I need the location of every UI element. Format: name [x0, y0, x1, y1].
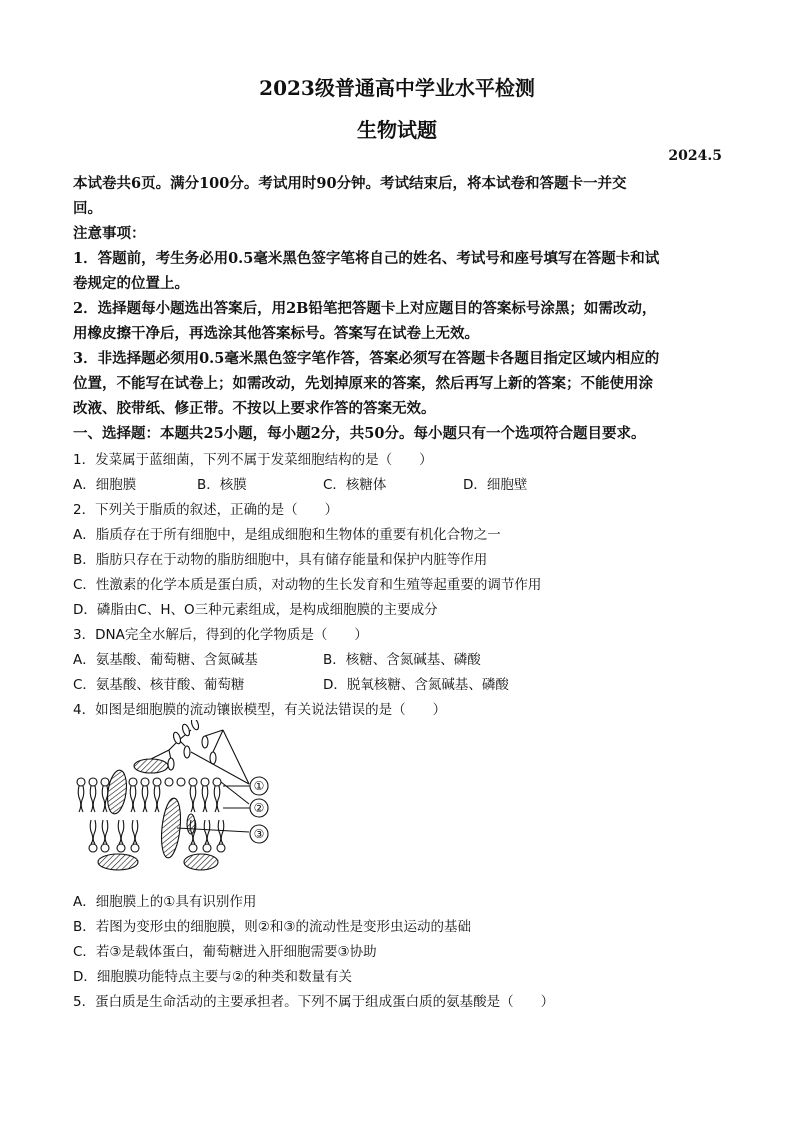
- note-1-line-1: 1．答题前，考生务必用0.5毫米黑色签字笔将自己的姓名、考试号和座号填写在答题卡和试: [73, 250, 660, 267]
- intro-line-1: 本试卷共6页。满分100分。考试用时90分钟。考试结束后，将本试卷和答题卡一并交: [73, 175, 627, 192]
- question-4-option-a: A．细胞膜上的①具有识别作用: [73, 894, 257, 910]
- question-1-option-c: C．核糖体: [323, 477, 387, 493]
- question-4-option-c: C．若③是载体蛋白，葡萄糖进入肝细胞需要③协助: [73, 944, 377, 960]
- question-3-option-c: C．氨基酸、核苷酸、葡萄糖: [73, 677, 245, 693]
- figure-label-3: ③: [253, 827, 265, 841]
- note-3-line-2: 位置，不能写在试卷上；如需改动，先划掉原来的答案，然后再写上新的答案；不能使用涂: [73, 375, 653, 392]
- question-3-option-b: B．核糖、含氮碱基、磷酸: [323, 652, 481, 668]
- question-1-option-d: D．细胞壁: [463, 477, 528, 493]
- question-5-stem: 5．蛋白质是生命活动的主要承担者。下列不属于组成蛋白质的氨基酸是（ ）: [73, 994, 555, 1010]
- note-3-line-3: 改液、胶带纸、修正带。不按以上要求作答的答案无效。: [73, 400, 436, 417]
- question-2-option-b: B．脂肪只存在于动物的脂肪细胞中，具有储存能量和保护内脏等作用: [73, 552, 488, 568]
- note-2-line-1: 2．选择题每小题选出答案后，用2B铅笔把答题卡上对应题目的答案标号涂黑；如需改动，: [73, 300, 657, 317]
- question-2-option-c: C．性激素的化学本质是蛋白质，对动物的生长发育和生殖等起重要的调节作用: [73, 577, 542, 593]
- question-4-stem: 4．如图是细胞膜的流动镶嵌模型，有关说法错误的是（ ）: [73, 702, 447, 718]
- figure-label-2: ②: [253, 801, 265, 815]
- question-1-stem: 1．发菜属于蓝细菌，下列不属于发菜细胞结构的是（ ）: [73, 452, 433, 468]
- question-2-stem: 2．下列关于脂质的叙述，正确的是（ ）: [73, 502, 339, 518]
- question-1-option-a: A．细胞膜: [73, 477, 137, 493]
- figure-label-1: ①: [253, 779, 265, 793]
- note-1-line-2: 卷规定的位置上。: [73, 275, 189, 292]
- question-3-option-a: A．氨基酸、葡萄糖、含氮碱基: [73, 652, 258, 668]
- question-4-option-d: D．细胞膜功能特点主要与②的种类和数量有关: [73, 969, 352, 985]
- section-1-heading: 一、选择题：本题共25小题，每小题2分，共50分。每小题只有一个选项符合题目要求。: [73, 425, 646, 442]
- exam-title: 2023级普通高中学业水平检测: [259, 76, 535, 100]
- question-2-option-a: A．脂质存在于所有细胞中，是组成细胞和生物体的重要有机化合物之一: [73, 527, 501, 543]
- question-3-option-d: D．脱氧核糖、含氮碱基、磷酸: [323, 677, 509, 693]
- note-2-line-2: 用橡皮擦干净后，再选涂其他答案标号。答案写在试卷上无效。: [73, 325, 479, 342]
- intro-line-2: 回。: [73, 200, 102, 217]
- notes-heading: 注意事项：: [73, 225, 146, 242]
- note-3-line-1: 3．非选择题必须用0.5毫米黑色签字笔作答，答案必须写在答题卡各题目指定区域内相应的: [73, 350, 660, 367]
- question-4-option-b: B．若图为变形虫的细胞膜，则②和③的流动性是变形虫运动的基础: [73, 919, 471, 935]
- exam-date: 2024.5: [668, 148, 722, 164]
- subject-title: 生物试题: [357, 118, 437, 142]
- question-1-option-b: B．核膜: [197, 477, 247, 493]
- question-2-option-d: D．磷脂由C、H、O三种元素组成，是构成细胞膜的主要成分: [73, 602, 438, 618]
- question-3-stem: 3．DNA完全水解后，得到的化学物质是（ ）: [73, 627, 368, 643]
- cell-membrane-figure: [73, 720, 288, 882]
